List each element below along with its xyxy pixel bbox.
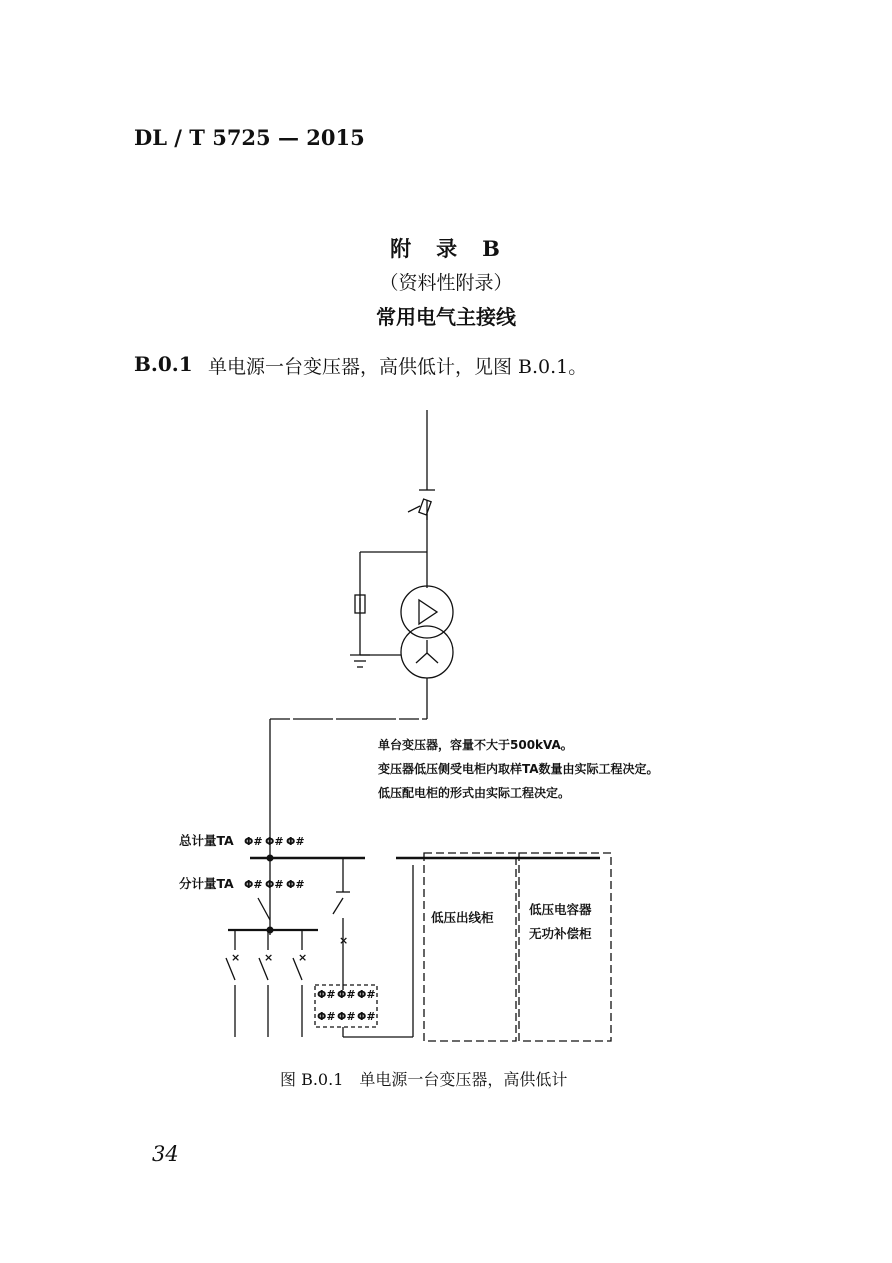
clause-text: 单电源一台变压器，高供低计，见图 B.0.1。 (208, 356, 588, 378)
clause-number: B.0.1 (134, 352, 193, 376)
ct-icon: Φ# (244, 835, 263, 848)
ct-icon: Φ# (357, 988, 376, 1001)
breaker-icon: × (298, 951, 308, 964)
appendix-title: 附 录 B (390, 236, 502, 261)
capacitor-cabinet (519, 853, 611, 1041)
appendix-heading: 常用电气主接线 (376, 305, 516, 329)
ct-icon: Φ# (265, 878, 284, 891)
outgoing-cabinet-label: 低压出线柜 (431, 910, 494, 925)
ct-icon: Φ# (337, 988, 356, 1001)
breaker-icon: × (231, 951, 241, 964)
appendix-subtitle: （资料性附录） (379, 272, 513, 294)
ct-icon: Φ# (286, 878, 305, 891)
page-number: 34 (152, 1142, 179, 1166)
capacitor-cabinet-label-line1: 低压电容器 (529, 902, 592, 917)
sub-meter-label: 分计量TA (179, 876, 234, 891)
ct-icon: Φ# (317, 1010, 336, 1023)
ct-icon: Φ# (265, 835, 284, 848)
document-code: DL / T 5725 — 2015 (134, 125, 365, 150)
diagram-note: 低压配电柜的形式由实际工程决定。 (378, 786, 571, 800)
breaker-icon: × (339, 934, 349, 947)
ct-icon: Φ# (317, 988, 336, 1001)
transformer-icon (401, 586, 453, 678)
figure-caption: 图 B.0.1 单电源一台变压器，高供低计 (280, 1070, 568, 1089)
fuse-icon (408, 499, 431, 515)
diagram-note: 单台变压器，容量不大于500kVA。 (378, 738, 573, 752)
ct-icon: Φ# (244, 878, 263, 891)
ct-icon: Φ# (286, 835, 305, 848)
ct-icon: Φ# (337, 1010, 356, 1023)
breaker-icon: × (264, 951, 274, 964)
main-meter-label: 总计量TA (179, 833, 234, 848)
ct-icon: Φ# (357, 1010, 376, 1023)
outgoing-cabinet (424, 853, 516, 1041)
capacitor-cabinet-label-line2: 无功补偿柜 (529, 926, 592, 941)
diagram-note: 变压器低压侧受电柜内取样TA数量由实际工程决定。 (378, 762, 659, 776)
